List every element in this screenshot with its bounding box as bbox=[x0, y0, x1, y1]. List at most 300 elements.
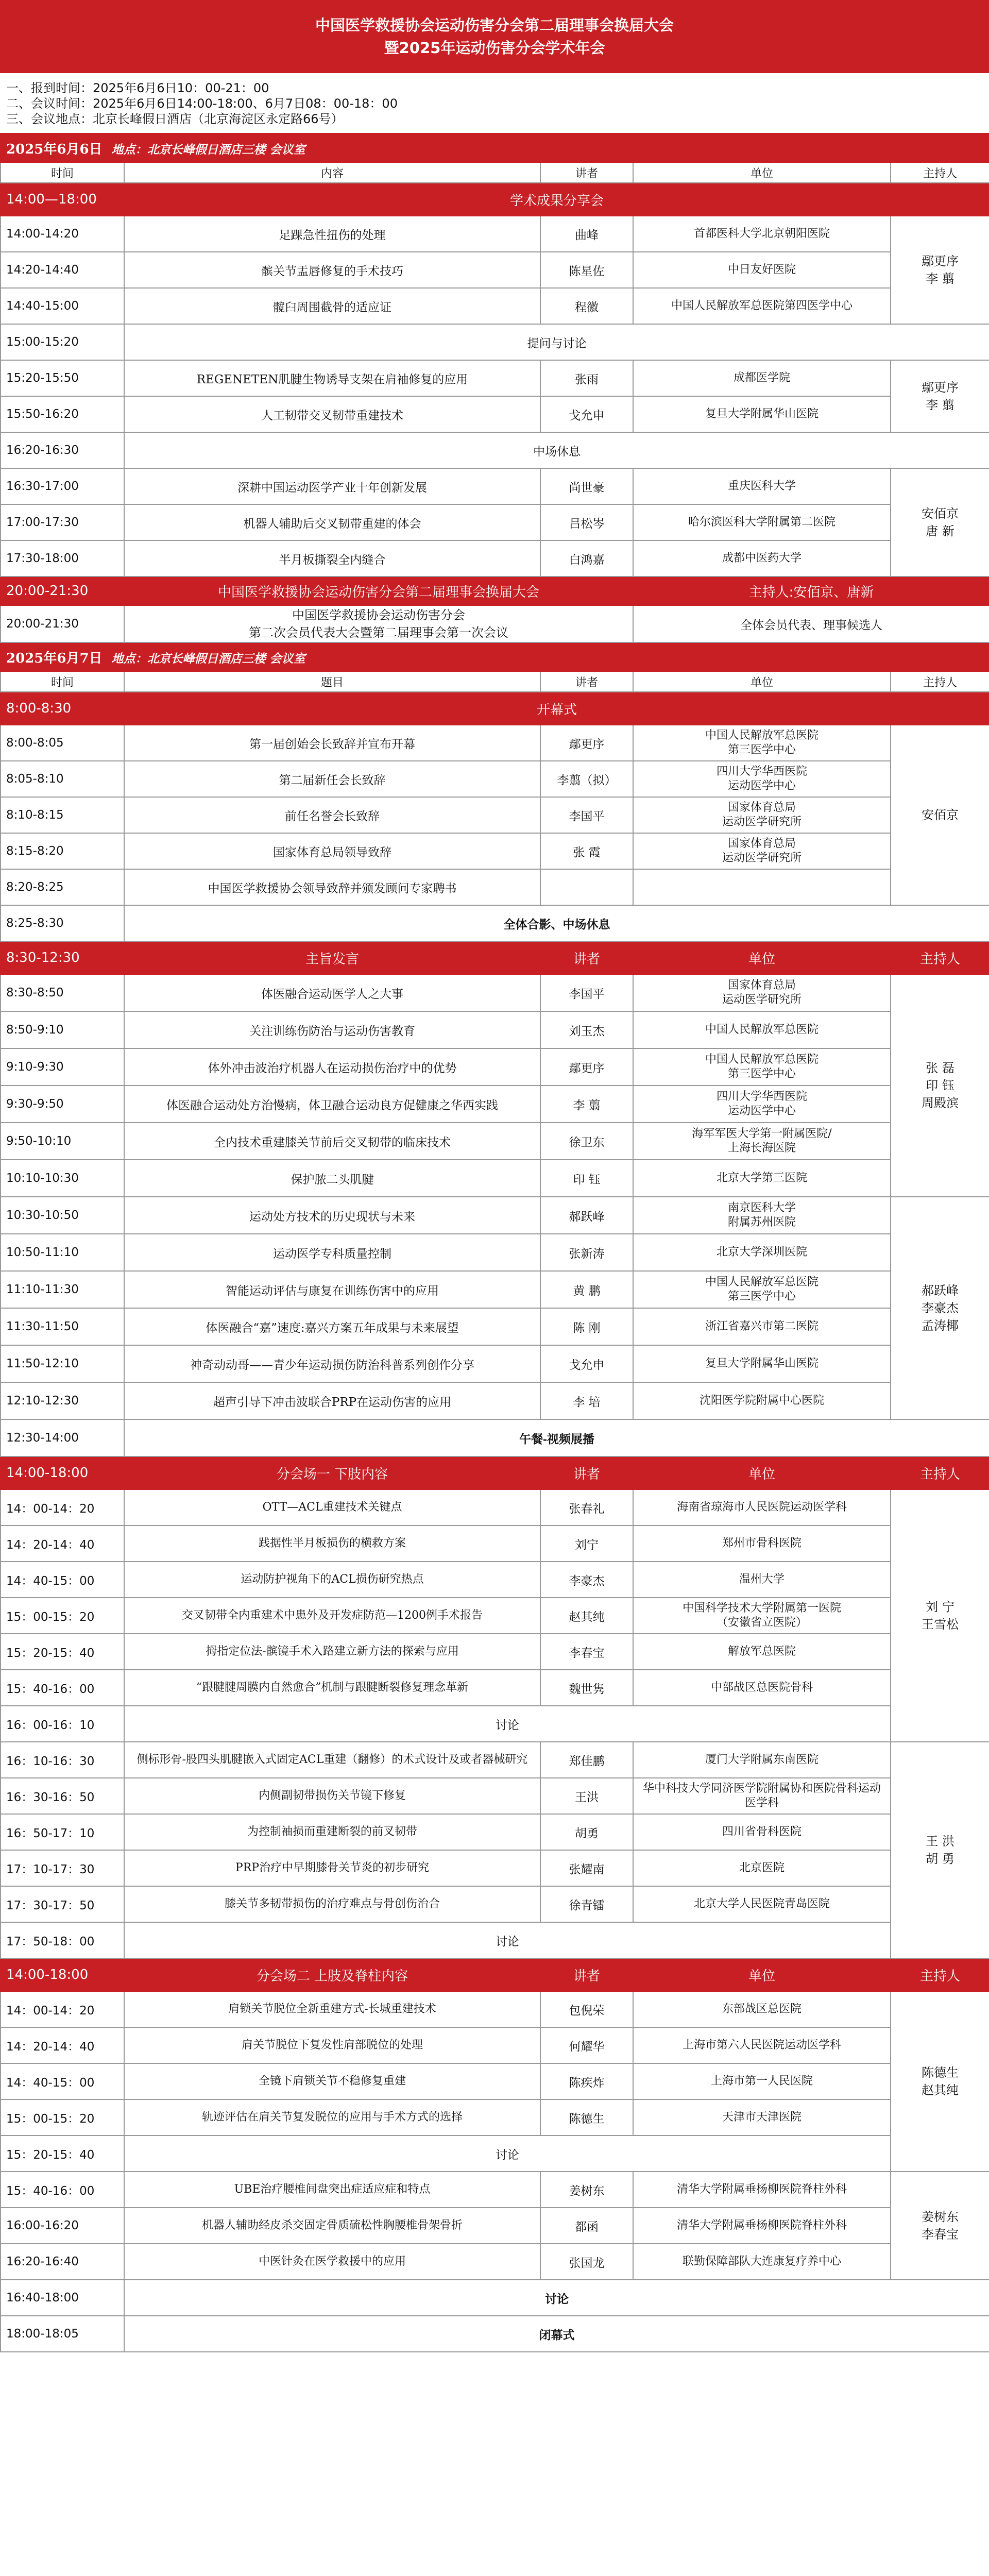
info-checkin: 一、报到时间：2025年6月6日10：00-21：00 bbox=[6, 81, 269, 95]
slot-speaker: 徐青镭 bbox=[540, 1886, 633, 1922]
slot-time: 18:00-18:05 bbox=[1, 2316, 124, 2352]
slot-unit: 四川大学华西医院 运动医学中心 bbox=[633, 761, 891, 797]
agenda-row bbox=[1, 1742, 989, 1778]
agenda-row bbox=[1, 288, 989, 324]
agenda-row bbox=[1, 2208, 989, 2244]
slot-topic: 运动防护视角下的ACL损伤研究热点 bbox=[124, 1562, 540, 1598]
slot-speaker: 陈疾炸 bbox=[540, 2063, 633, 2099]
col-time: 时间 bbox=[1, 162, 124, 183]
slot-topic: 人工韧带交叉韧带重建技术 bbox=[124, 396, 540, 432]
slot-host: 郝跃峰 李豪杰 孟涛椰 bbox=[891, 1197, 989, 1419]
slot-unit: 海南省琼海市人民医院运动医学科 bbox=[633, 1489, 891, 1526]
slot-topic: 中医针灸在医学救援中的应用 bbox=[124, 2244, 540, 2280]
col-speaker: 讲者 bbox=[540, 162, 633, 183]
slot-unit: 上海市第六人民医院运动医学科 bbox=[633, 2027, 891, 2063]
slot-host: 陈德生 赵其纯 bbox=[891, 1991, 989, 2172]
slot-speaker: 都函 bbox=[540, 2208, 633, 2244]
slot-break: 午餐-视频展播 bbox=[124, 1419, 989, 1456]
day-banner-cell bbox=[1, 642, 989, 671]
slot-speaker: 吕松岑 bbox=[540, 504, 633, 540]
slot-topic: 机器人辅助后交叉韧带重建的体会 bbox=[124, 504, 540, 540]
slot-time: 15:00-15:20 bbox=[1, 324, 124, 360]
slot-time: 15：20-15：40 bbox=[1, 2136, 124, 2172]
slot-topic: 关注训练伤防治与运动伤害教育 bbox=[124, 1011, 540, 1048]
slot-speaker: 张耀南 bbox=[540, 1850, 633, 1886]
slot-topic: 交叉韧带全内重建术中患外及开发症防范—1200例手术报告 bbox=[124, 1598, 540, 1634]
agenda-row bbox=[1, 1419, 989, 1456]
section-speaker-head: 讲者 bbox=[540, 941, 633, 974]
slot-time: 14：00-14：20 bbox=[1, 1489, 124, 1526]
section-title: 开幕式 bbox=[124, 692, 989, 725]
slot-time: 8:10-8:15 bbox=[1, 797, 124, 833]
slot-break: 讨论 bbox=[124, 2280, 989, 2316]
col-host: 主持人 bbox=[891, 671, 989, 692]
slot-speaker: 刘宁 bbox=[540, 1526, 633, 1562]
slot-time: 16:40-18:00 bbox=[1, 2280, 124, 2316]
slot-speaker: 黄 鹏 bbox=[540, 1271, 633, 1308]
slot-unit: 成都医学院 bbox=[633, 360, 891, 396]
slot-topic: 体外冲击波治疗机器人在运动损伤治疗中的优势 bbox=[124, 1048, 540, 1086]
slot-topic: 肩锁关节脱位全新重建方式-长城重建技术 bbox=[124, 1991, 540, 2027]
agenda-row bbox=[1, 605, 989, 642]
section-speaker-head: 讲者 bbox=[540, 1456, 633, 1489]
slot-topic: 第二届新任会长致辞 bbox=[124, 761, 540, 797]
slot-time: 12:30-14:00 bbox=[1, 1419, 124, 1456]
slot-speaker: 陈德生 bbox=[540, 2099, 633, 2136]
slot-time: 8:05-8:10 bbox=[1, 761, 124, 797]
slot-unit: 首都医科大学北京朝阳医院 bbox=[633, 216, 891, 252]
slot-speaker: 白鸿嘉 bbox=[540, 540, 633, 577]
section-keynote bbox=[1, 941, 989, 974]
header-title: 中国医学救援协会运动伤害分会第二届理事会换届大会 bbox=[315, 16, 674, 34]
slot-topic: 为控制袖损而重建断裂的前叉韧带 bbox=[124, 1814, 540, 1850]
slot-time: 15：40-16：00 bbox=[1, 2172, 124, 2208]
day-banner bbox=[1, 133, 989, 162]
slot-unit: 中国人民解放军总医院 bbox=[633, 1011, 891, 1048]
section-title: 主旨发言 bbox=[124, 941, 540, 974]
info-time: 二、会议时间：2025年6月6日14:00-18:00、6月7日08：00-18：00 bbox=[6, 96, 398, 111]
slot-host: 张 磊 印 钰 周殿滨 bbox=[891, 974, 989, 1197]
slot-topic: 髌关节盂唇修复的手术技巧 bbox=[124, 252, 540, 288]
section-election bbox=[1, 577, 989, 605]
section-title: 分会场二 上肢及脊柱内容 bbox=[124, 1958, 540, 1991]
agenda-row bbox=[1, 504, 989, 540]
slot-topic: 践据性半月板损伤的横救方案 bbox=[124, 1526, 540, 1562]
slot-topic: 体医融合“嘉”速度:嘉兴方案五年成果与未来展望 bbox=[124, 1308, 540, 1345]
slot-speaker: 李翦（拟） bbox=[540, 761, 633, 797]
slot-time: 10:30-10:50 bbox=[1, 1197, 124, 1234]
slot-topic: 体医融合运动医学人之大事 bbox=[124, 974, 540, 1011]
slot-topic: 运动处方技术的历史现状与未来 bbox=[124, 1197, 540, 1234]
day-date: 2025年6月7日 bbox=[6, 650, 103, 666]
agenda-row bbox=[1, 1345, 989, 1382]
slot-topic: 保护脓二头肌腱 bbox=[124, 1160, 540, 1197]
slot-break: 全体合影、中场休息 bbox=[124, 905, 989, 941]
slot-topic: 超声引导下冲击波联合PRP在运动伤害的应用 bbox=[124, 1382, 540, 1419]
section-host-head: 主持人 bbox=[891, 1456, 989, 1489]
agenda-row bbox=[1, 1778, 989, 1814]
slot-speaker: 何耀华 bbox=[540, 2027, 633, 2063]
slot-speaker: 李国平 bbox=[540, 974, 633, 1011]
agenda-row bbox=[1, 1562, 989, 1598]
slot-unit: 成都中医药大学 bbox=[633, 540, 891, 577]
slot-speaker: 张国龙 bbox=[540, 2244, 633, 2280]
agenda-row bbox=[1, 974, 989, 1011]
slot-unit: 四川省骨科医院 bbox=[633, 1814, 891, 1850]
slot-unit: 沈阳医学院附属中心医院 bbox=[633, 1382, 891, 1419]
slot-unit: 浙江省嘉兴市第二医院 bbox=[633, 1308, 891, 1345]
slot-time: 17：30-17：50 bbox=[1, 1886, 124, 1922]
slot-topic: 第一届创始会长致辞并宣布开幕 bbox=[124, 725, 540, 761]
slot-topic: OTT—ACL重建技术关键点 bbox=[124, 1489, 540, 1526]
slot-speaker: 胡勇 bbox=[540, 1814, 633, 1850]
slot-speaker: 李 翦 bbox=[540, 1086, 633, 1123]
slot-topic: 中国医学救援协会领导致辞并颁发顾问专家聘书 bbox=[124, 869, 540, 905]
slot-speaker: 鄢更序 bbox=[540, 1048, 633, 1086]
slot-unit: 中国人民解放军总医院 第三医学中心 bbox=[633, 725, 891, 761]
slot-unit: 北京医院 bbox=[633, 1850, 891, 1886]
agenda-row bbox=[1, 252, 989, 288]
slot-speaker: 包倪荣 bbox=[540, 1991, 633, 2027]
slot-break: 中场休息 bbox=[124, 432, 989, 468]
agenda-row bbox=[1, 1814, 989, 1850]
agenda-row bbox=[1, 1048, 989, 1086]
slot-speaker: 张 霞 bbox=[540, 833, 633, 869]
slot-topic: 侧标形骨-股四头肌腱嵌入式固定ACL重建（翻修）的术式设计及或者器械研究 bbox=[124, 1742, 540, 1778]
slot-speaker: 王洪 bbox=[540, 1778, 633, 1814]
slot-host: 刘 宁 王雪松 bbox=[891, 1489, 989, 1742]
section-unit-head: 单位 bbox=[633, 1456, 891, 1489]
section-unit-head: 单位 bbox=[633, 941, 891, 974]
column-header-row bbox=[1, 162, 989, 183]
section-speaker-head: 讲者 bbox=[540, 1958, 633, 1991]
slot-time: 14：40-15：00 bbox=[1, 2063, 124, 2099]
day-location: 地点：北京长峰假日酒店三楼 会议室 bbox=[111, 142, 305, 157]
agenda-row bbox=[1, 1271, 989, 1308]
col-unit: 单位 bbox=[633, 671, 891, 692]
section-time: 14:00-18:00 bbox=[1, 1456, 124, 1489]
slot-time: 15:50-16:20 bbox=[1, 396, 124, 432]
agenda-row bbox=[1, 1011, 989, 1048]
col-time: 时间 bbox=[1, 671, 124, 692]
agenda-row bbox=[1, 1991, 989, 2027]
slot-topic: 拇指定位法-髌镜手术入路建立新方法的探索与应用 bbox=[124, 1634, 540, 1670]
info-venue: 三、会议地点：北京长峰假日酒店（北京海淀区永定路66号） bbox=[6, 112, 344, 126]
slot-topic: REGENETEN肌腱生物诱导支架在肩袖修复的应用 bbox=[124, 360, 540, 396]
slot-time: 14:00-14:20 bbox=[1, 216, 124, 252]
slot-time: 15：00-15：20 bbox=[1, 1598, 124, 1634]
slot-speaker: 李国平 bbox=[540, 797, 633, 833]
slot-topic: 全内技术重建膝关节前后交叉韧带的临床技术 bbox=[124, 1123, 540, 1160]
slot-topic: 运动医学专科质量控制 bbox=[124, 1234, 540, 1271]
agenda-row bbox=[1, 396, 989, 432]
agenda-row bbox=[1, 905, 989, 941]
slot-speaker: 郝跃峰 bbox=[540, 1197, 633, 1234]
slot-topic: 中国医学救援协会运动伤害分会 第二次会员代表大会暨第二届理事会第一次会议 bbox=[124, 605, 633, 642]
slot-unit: 中部战区总医院骨科 bbox=[633, 1670, 891, 1706]
agenda-row bbox=[1, 1706, 989, 1742]
slot-unit: 上海市第一人民医院 bbox=[633, 2063, 891, 2099]
agenda-row bbox=[1, 1598, 989, 1634]
header-subtitle: 暨2025年运动伤害分会学术年会 bbox=[384, 39, 605, 57]
slot-time: 14：40-15：00 bbox=[1, 1562, 124, 1598]
slot-time: 17:30-18:00 bbox=[1, 540, 124, 577]
agenda-row bbox=[1, 2244, 989, 2280]
slot-speaker: 李春宝 bbox=[540, 1634, 633, 1670]
slot-time: 20:00-21:30 bbox=[1, 605, 124, 642]
slot-speaker: 魏世隽 bbox=[540, 1670, 633, 1706]
slot-time: 8:20-8:25 bbox=[1, 869, 124, 905]
col-topic: 题目 bbox=[124, 671, 540, 692]
agenda-row bbox=[1, 1308, 989, 1345]
slot-speaker bbox=[540, 869, 633, 905]
agenda-row bbox=[1, 833, 989, 869]
section-hosts: 主持人:安佰京、唐新 bbox=[633, 577, 989, 605]
slot-unit: 国家体育总局 运动医学研究所 bbox=[633, 833, 891, 869]
slot-time: 16:30-17:00 bbox=[1, 468, 124, 504]
slot-time: 11:50-12:10 bbox=[1, 1345, 124, 1382]
slot-topic: 足踝急性扭伤的处理 bbox=[124, 216, 540, 252]
day-location: 地点：北京长峰假日酒店三楼 会议室 bbox=[111, 651, 305, 666]
agenda-row bbox=[1, 360, 989, 396]
section-sub2 bbox=[1, 1958, 989, 1991]
slot-host: 王 洪 胡 勇 bbox=[891, 1742, 989, 1958]
slot-time: 8:15-8:20 bbox=[1, 833, 124, 869]
section-time: 20:00-21:30 bbox=[1, 577, 124, 605]
agenda-row bbox=[1, 468, 989, 504]
slot-speaker: 鄢更序 bbox=[540, 725, 633, 761]
agenda-row bbox=[1, 1886, 989, 1922]
slot-topic: 内侧副韧带损伤关节镜下修复 bbox=[124, 1778, 540, 1814]
slot-topic: 智能运动评估与康复在训练伤害中的应用 bbox=[124, 1271, 540, 1308]
slot-time: 9:10-9:30 bbox=[1, 1048, 124, 1086]
slot-topic: 肩关节脱位下复发性肩部脱位的处理 bbox=[124, 2027, 540, 2063]
slot-unit: 清华大学附属垂杨柳医院脊柱外科 bbox=[633, 2208, 891, 2244]
slot-unit: 南京医科大学 附属苏州医院 bbox=[633, 1197, 891, 1234]
agenda-row bbox=[1, 761, 989, 797]
agenda-row bbox=[1, 540, 989, 577]
section-title: 中国医学救援协会运动伤害分会第二届理事会换届大会 bbox=[124, 577, 633, 605]
slot-speaker: 印 钰 bbox=[540, 1160, 633, 1197]
slot-host: 鄢更序 李 翦 bbox=[891, 360, 989, 432]
agenda-row bbox=[1, 1670, 989, 1706]
slot-time: 17:00-17:30 bbox=[1, 504, 124, 540]
slot-speaker: 程徽 bbox=[540, 288, 633, 324]
slot-time: 16：50-17：10 bbox=[1, 1814, 124, 1850]
slot-time: 14：20-14：40 bbox=[1, 1526, 124, 1562]
col-host: 主持人 bbox=[891, 162, 989, 183]
slot-unit: 中国人民解放军总医院第四医学中心 bbox=[633, 288, 891, 324]
agenda-row bbox=[1, 725, 989, 761]
slot-unit: 复旦大学附属华山医院 bbox=[633, 1345, 891, 1382]
slot-time: 12:10-12:30 bbox=[1, 1382, 124, 1419]
slot-speaker: 李豪杰 bbox=[540, 1562, 633, 1598]
agenda-table bbox=[0, 133, 989, 2352]
slot-topic: 髋臼周围截骨的适应证 bbox=[124, 288, 540, 324]
section-title: 分会场一 下肢内容 bbox=[124, 1456, 540, 1489]
agenda-row bbox=[1, 2316, 989, 2352]
slot-unit: 郑州市骨科医院 bbox=[633, 1526, 891, 1562]
slot-topic: 神奇动动哥——青少年运动损伤防治科普系列创作分享 bbox=[124, 1345, 540, 1382]
agenda-row bbox=[1, 1922, 989, 1958]
slot-time: 17：50-18：00 bbox=[1, 1922, 124, 1958]
slot-topic: 轨迹评估在肩关节复发脱位的应用与手术方式的选择 bbox=[124, 2099, 540, 2136]
header-banner bbox=[0, 0, 989, 73]
section-time: 8:00-8:30 bbox=[1, 692, 124, 725]
agenda-row bbox=[1, 2280, 989, 2316]
slot-speaker: 张新涛 bbox=[540, 1234, 633, 1271]
agenda-row bbox=[1, 324, 989, 360]
slot-topic: 全镜下肩锁关节不稳修复重建 bbox=[124, 2063, 540, 2099]
slot-speaker: 曲峰 bbox=[540, 216, 633, 252]
slot-time: 8:00-8:05 bbox=[1, 725, 124, 761]
slot-topic: 深耕中国运动医学产业十年创新发展 bbox=[124, 468, 540, 504]
slot-break: 讨论 bbox=[124, 2136, 891, 2172]
slot-speaker: 戈允申 bbox=[540, 1345, 633, 1382]
slot-unit: 温州大学 bbox=[633, 1562, 891, 1598]
slot-speaker: 刘玉杰 bbox=[540, 1011, 633, 1048]
section-host-head: 主持人 bbox=[891, 1958, 989, 1991]
slot-host: 姜树东 李春宝 bbox=[891, 2172, 989, 2280]
slot-time: 10:10-10:30 bbox=[1, 1160, 124, 1197]
slot-time: 14:40-15:00 bbox=[1, 288, 124, 324]
slot-unit: 四川大学华西医院 运动医学中心 bbox=[633, 1086, 891, 1123]
section-sub1 bbox=[1, 1456, 989, 1489]
slot-time: 14:20-14:40 bbox=[1, 252, 124, 288]
slot-speaker: 陈星佐 bbox=[540, 252, 633, 288]
slot-unit: 清华大学附属垂杨柳医院脊柱外科 bbox=[633, 2172, 891, 2208]
slot-time: 16：30-16：50 bbox=[1, 1778, 124, 1814]
section-academic bbox=[1, 183, 989, 216]
section-time: 14:00-18:00 bbox=[1, 1958, 124, 1991]
slot-topic: 国家体育总局领导致辞 bbox=[124, 833, 540, 869]
slot-time: 14：00-14：20 bbox=[1, 1991, 124, 2027]
slot-unit: 国家体育总局 运动医学研究所 bbox=[633, 797, 891, 833]
slot-unit: 北京大学人民医院青岛医院 bbox=[633, 1886, 891, 1922]
slot-speaker: 李 培 bbox=[540, 1382, 633, 1419]
agenda-row bbox=[1, 216, 989, 252]
column-header-row bbox=[1, 671, 989, 692]
day-banner-cell bbox=[1, 133, 989, 162]
slot-closing: 闭幕式 bbox=[124, 2316, 989, 2352]
slot-speaker: 张春礼 bbox=[540, 1489, 633, 1526]
slot-topic: 膝关节多韧带损伤的治疗难点与骨创伤治合 bbox=[124, 1886, 540, 1922]
slot-unit: 哈尔滨医科大学附属第二医院 bbox=[633, 504, 891, 540]
slot-unit: 中日友好医院 bbox=[633, 252, 891, 288]
slot-break: 讨论 bbox=[124, 1706, 891, 1742]
slot-time: 17：10-17：30 bbox=[1, 1850, 124, 1886]
slot-unit: 中国科学技术大学附属第一医院 （安徽省立医院） bbox=[633, 1598, 891, 1634]
slot-break: 讨论 bbox=[124, 1922, 891, 1958]
slot-unit: 华中科技大学同济医学院附属协和医院骨科运动医学科 bbox=[633, 1778, 891, 1814]
slot-time: 9:30-9:50 bbox=[1, 1086, 124, 1123]
slot-topic: 半月板撕裂全内缝合 bbox=[124, 540, 540, 577]
agenda-row bbox=[1, 2027, 989, 2063]
section-opening bbox=[1, 692, 989, 725]
section-title: 学术成果分享会 bbox=[124, 183, 989, 216]
agenda-row bbox=[1, 2172, 989, 2208]
meeting-info bbox=[0, 73, 989, 133]
slot-unit: 联勤保障部队大连康复疗养中心 bbox=[633, 2244, 891, 2280]
section-host-head: 主持人 bbox=[891, 941, 989, 974]
agenda-row bbox=[1, 1489, 989, 1526]
slot-speaker: 赵其纯 bbox=[540, 1598, 633, 1634]
agenda-row bbox=[1, 432, 989, 468]
agenda-row bbox=[1, 797, 989, 833]
slot-unit: 全体会员代表、理事候选人 bbox=[633, 605, 989, 642]
col-speaker: 讲者 bbox=[540, 671, 633, 692]
agenda-row bbox=[1, 1526, 989, 1562]
slot-time: 16：00-16：10 bbox=[1, 1706, 124, 1742]
slot-speaker: 陈 刚 bbox=[540, 1308, 633, 1345]
agenda-row bbox=[1, 1234, 989, 1271]
slot-unit: 重庆医科大学 bbox=[633, 468, 891, 504]
slot-unit: 厦门大学附属东南医院 bbox=[633, 1742, 891, 1778]
slot-time: 15:20-15:50 bbox=[1, 360, 124, 396]
agenda-row bbox=[1, 2099, 989, 2136]
slot-host: 鄢更序 李 翦 bbox=[891, 216, 989, 324]
slot-break: 提问与讨论 bbox=[124, 324, 989, 360]
slot-topic: 机器人辅助经皮杀交固定骨质硫松性胸腰椎骨架骨折 bbox=[124, 2208, 540, 2244]
slot-time: 8:50-9:10 bbox=[1, 1011, 124, 1048]
slot-time: 9:50-10:10 bbox=[1, 1123, 124, 1160]
slot-unit: 复旦大学附属华山医院 bbox=[633, 396, 891, 432]
slot-time: 15：20-15：40 bbox=[1, 1634, 124, 1670]
slot-time: 16:20-16:40 bbox=[1, 2244, 124, 2280]
slot-time: 10:50-11:10 bbox=[1, 1234, 124, 1271]
slot-unit: 解放军总医院 bbox=[633, 1634, 891, 1670]
slot-time: 11:30-11:50 bbox=[1, 1308, 124, 1345]
slot-topic: UBE治疗腰椎间盘突出症适应症和特点 bbox=[124, 2172, 540, 2208]
slot-unit: 天津市天津医院 bbox=[633, 2099, 891, 2136]
slot-speaker: 徐卫东 bbox=[540, 1123, 633, 1160]
agenda-row bbox=[1, 1850, 989, 1886]
slot-unit: 国家体育总局 运动医学研究所 bbox=[633, 974, 891, 1011]
slot-unit: 中国人民解放军总医院 第三医学中心 bbox=[633, 1048, 891, 1086]
slot-speaker: 郑佳鹏 bbox=[540, 1742, 633, 1778]
slot-time: 15：40-16：00 bbox=[1, 1670, 124, 1706]
section-time: 14:00—18:00 bbox=[1, 183, 124, 216]
agenda-row bbox=[1, 869, 989, 905]
agenda-row bbox=[1, 1160, 989, 1197]
slot-host: 安佰京 唐 新 bbox=[891, 468, 989, 577]
slot-unit: 海军军医大学第一附属医院/ 上海长海医院 bbox=[633, 1123, 891, 1160]
slot-time: 11:10-11:30 bbox=[1, 1271, 124, 1308]
slot-topic: 前任名誉会长致辞 bbox=[124, 797, 540, 833]
slot-unit: 东部战区总医院 bbox=[633, 1991, 891, 2027]
slot-topic: PRP治疗中早期膝骨关节炎的初步研究 bbox=[124, 1850, 540, 1886]
day-banner bbox=[1, 642, 989, 671]
agenda-row bbox=[1, 1197, 989, 1234]
section-time: 8:30-12:30 bbox=[1, 941, 124, 974]
slot-time: 16:00-16:20 bbox=[1, 2208, 124, 2244]
slot-time: 15：00-15：20 bbox=[1, 2099, 124, 2136]
col-content: 内容 bbox=[124, 162, 540, 183]
slot-topic: 体医融合运动处方治慢病，体卫融合运动良方促健康之华西实践 bbox=[124, 1086, 540, 1123]
slot-unit: 中国人民解放军总医院 第三医学中心 bbox=[633, 1271, 891, 1308]
agenda-row bbox=[1, 2063, 989, 2099]
slot-speaker: 姜树东 bbox=[540, 2172, 633, 2208]
col-unit: 单位 bbox=[633, 162, 891, 183]
slot-host: 安佰京 bbox=[891, 725, 989, 905]
slot-speaker: 戈允申 bbox=[540, 396, 633, 432]
slot-unit: 北京大学第三医院 bbox=[633, 1160, 891, 1197]
agenda-row bbox=[1, 1086, 989, 1123]
day-date: 2025年6月6日 bbox=[6, 141, 103, 157]
agenda-row bbox=[1, 1382, 989, 1419]
agenda-row bbox=[1, 2136, 989, 2172]
slot-time: 8:25-8:30 bbox=[1, 905, 124, 941]
